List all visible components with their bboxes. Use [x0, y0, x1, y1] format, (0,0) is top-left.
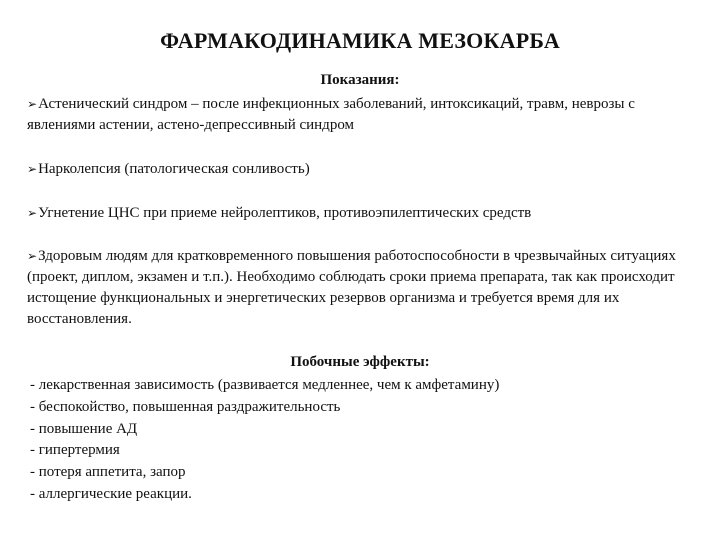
indication-item-3: [27, 203, 697, 224]
list-item: - лекарственная зависимость (развивается медленнее, чем к амфетамину): [30, 377, 500, 393]
slide-title: ФАРМАКОДИНАМИКА МЕЗОКАРБА: [160, 28, 560, 53]
list-item: - гипертермия: [30, 442, 120, 459]
indication-item-1: [27, 94, 697, 136]
indication-text: Здоровым людям для кратковременного повышения работоспособности в чрезвычайных ситуациях (проект, диплом, экзамен и т.п.). Необходимо соблюдать сроки приема препарата, так как происходит истощение функциональных и энергетических резервов организма и требуется время для их восстановления.: [27, 248, 676, 327]
arrow-bullet-icon: ➢: [27, 162, 38, 176]
arrow-bullet-icon: ➢: [27, 206, 38, 220]
list-item: - повышение АД: [30, 420, 138, 437]
arrow-bullet-icon: ➢: [27, 249, 38, 263]
arrow-bullet-icon: ➢: [27, 97, 38, 111]
indication-item-4: [27, 246, 697, 330]
list-item: - беспокойство, повышенная раздражительность: [30, 398, 341, 415]
indication-text: Нарколепсия (патологическая сонливость): [38, 161, 310, 177]
indications-heading: Показания:: [320, 72, 400, 88]
list-item: - потеря аппетита, запор: [30, 464, 186, 481]
side-effects-list: [30, 375, 700, 506]
side-effects-heading: Побочные эффекты:: [290, 354, 430, 370]
indication-text: Угнетение ЦНС при приеме нейролептиков, противоэпилептических средств: [38, 205, 532, 221]
indication-item-2: [27, 159, 697, 180]
indication-text: Астенический синдром – после инфекционных заболеваний, интоксикаций, травм, неврозы с явлениями астении, астено-депрессивный синдром: [27, 96, 635, 133]
list-item: - аллергические реакции.: [30, 485, 192, 502]
